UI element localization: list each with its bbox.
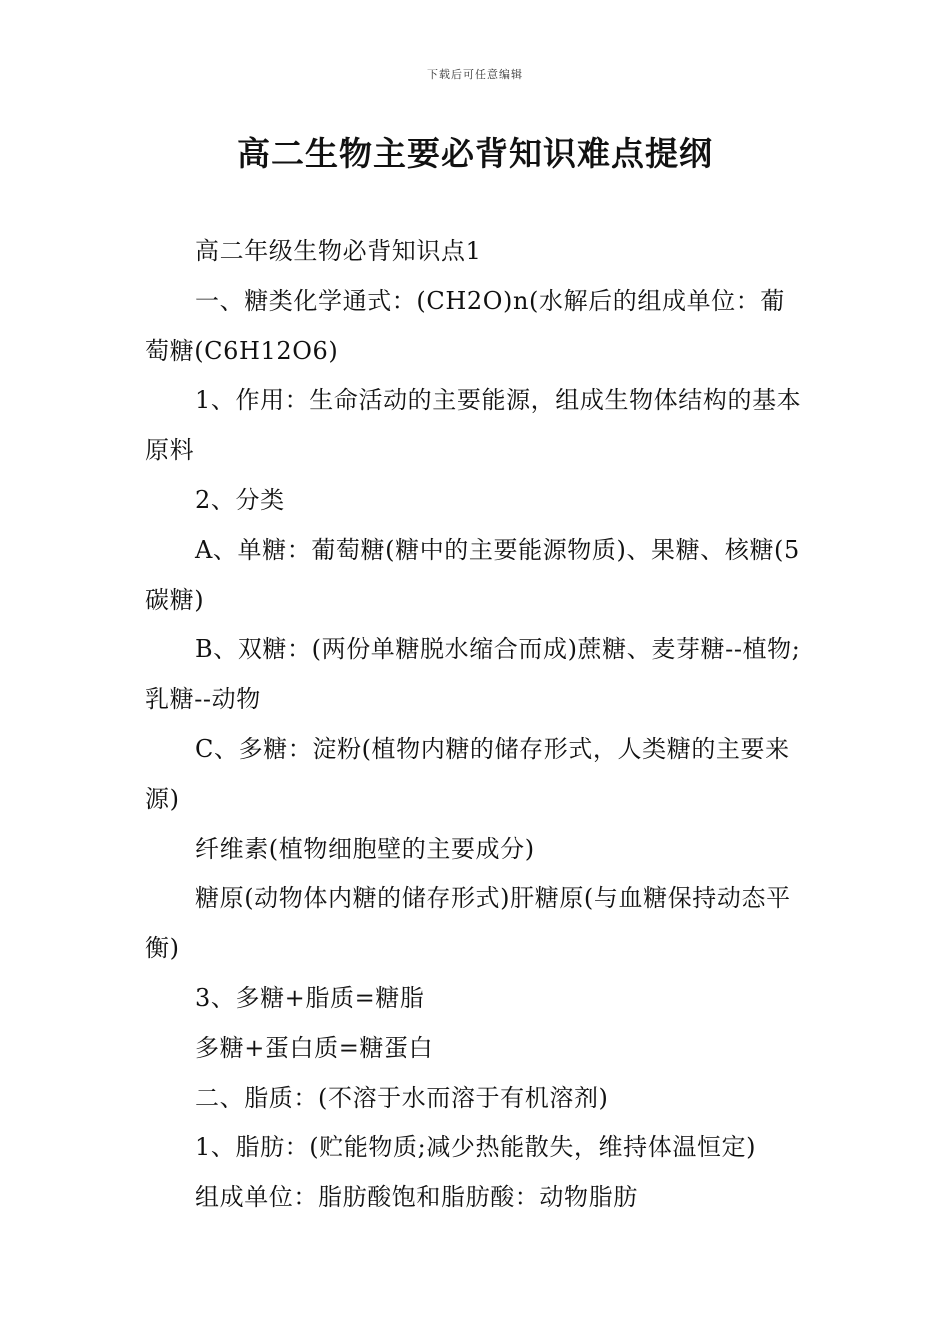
paragraph: 高二年级生物必背知识点1 bbox=[195, 237, 482, 265]
paragraph: 纤维素(植物细胞壁的主要成分) bbox=[195, 834, 535, 863]
document-body bbox=[145, 227, 809, 1223]
header-note: 下载后可任意编辑 bbox=[427, 68, 523, 81]
paragraph: 2、分类 bbox=[195, 485, 285, 514]
paragraph: 糖原(动物体内糖的储存形式)肝糖原(与血糖保持动态平衡) bbox=[145, 884, 791, 963]
paragraph: 组成单位：脂肪酸饱和脂肪酸：动物脂肪 bbox=[195, 1183, 638, 1212]
paragraph: C、多糖：淀粉(植物内糖的储存形式，人类糖的主要来源) bbox=[145, 734, 790, 813]
paragraph: 1、作用：生命活动的主要能源，组成生物体结构的基本原料 bbox=[145, 386, 802, 465]
paragraph: A、单糖：葡萄糖(糖中的主要能源物质)、果糖、核糖(5碳糖) bbox=[145, 535, 800, 614]
paragraph: 二、脂质：(不溶于水而溶于有机溶剂) bbox=[195, 1083, 609, 1112]
paragraph: B、双糖：(两份单糖脱水缩合而成)蔗糖、麦芽糖--植物;乳糖--动物 bbox=[145, 635, 801, 714]
paragraph: 1、脂肪：(贮能物质;减少热能散失，维持体温恒定) bbox=[195, 1133, 757, 1162]
document-title: 高二生物主要必背知识难点提纲 bbox=[237, 134, 713, 173]
paragraph: 3、多糖+脂质=糖脂 bbox=[195, 983, 425, 1012]
paragraph: 一、糖类化学通式：(CH2O)n(水解后的组成单位：葡萄糖(C6H12O6) bbox=[145, 286, 785, 365]
paragraph: 多糖+蛋白质=糖蛋白 bbox=[195, 1033, 434, 1062]
